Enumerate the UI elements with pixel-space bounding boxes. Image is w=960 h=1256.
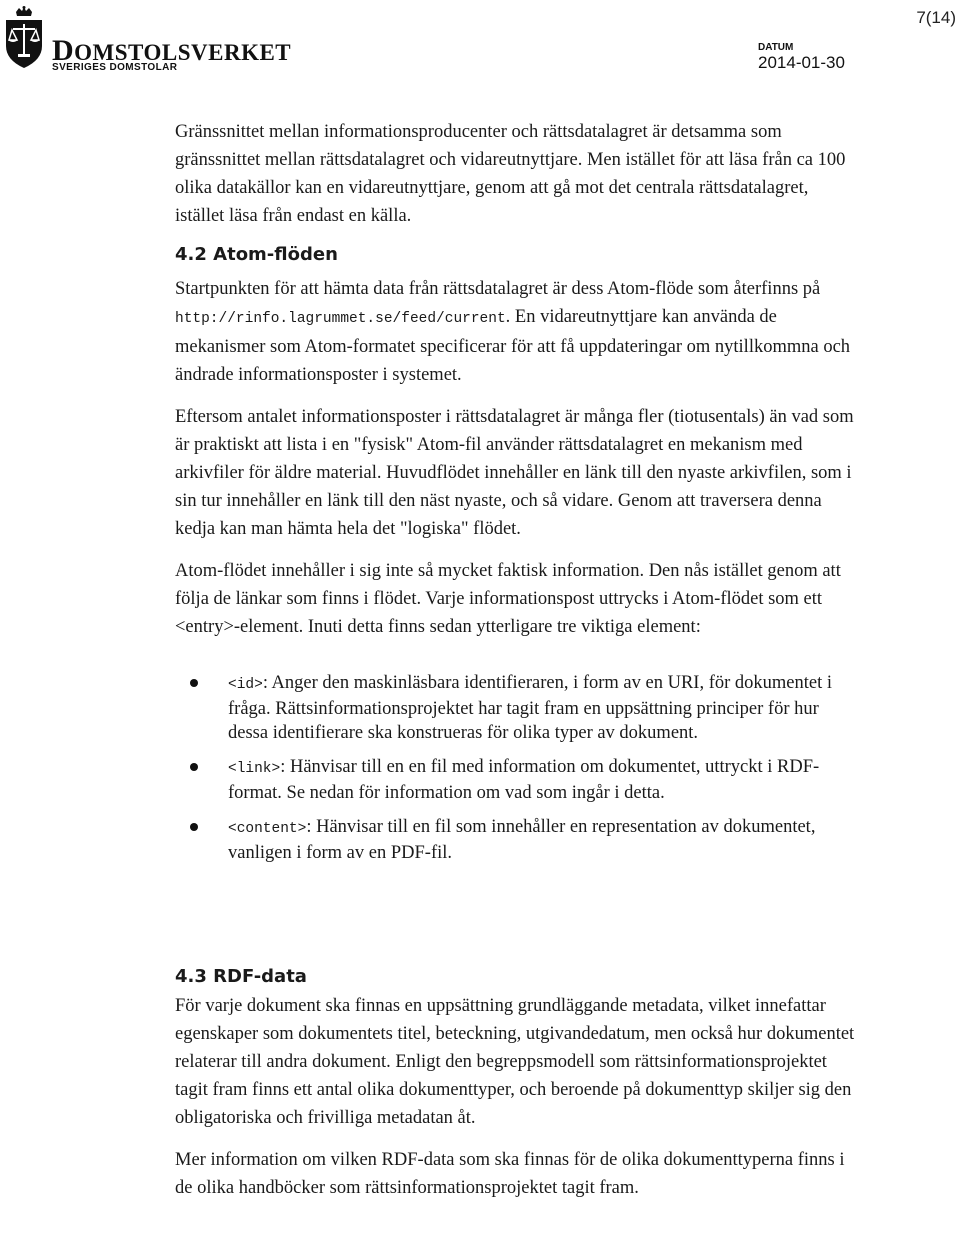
atom-paragraph-2: Eftersom antalet informationsposter i rättsdatalagret är många fler (tiotusentals) än vad som är praktiskt att lista i en "fysisk" Atom-fil använder rättsdatalagret en mekanism med arkivfiler för äldre material. Huvudflödet innehåller en länk till den nyaste arkivfilen, som i sin tur innehåller en länk till den näst nyaste, och så vidare. Genom att traversera denna kedja kan man hämta hela det "logiska" flödet. xyxy=(175,407,854,539)
rdf-paragraph-2: Mer information om vilken RDF-data som ska finnas för de olika dokumenttyperna finns i de olika handböcker som rättsinformationsprojektet tagit fram. xyxy=(175,1150,845,1198)
section-heading-4-3: 4.3 RDF-data xyxy=(175,966,307,987)
date-label: DATUM xyxy=(758,42,794,53)
crown-scales-emblem-icon xyxy=(4,6,44,70)
bullet-icon xyxy=(190,679,198,687)
domstolsverket-logo xyxy=(4,6,292,73)
document-body xyxy=(175,118,855,875)
document-body-rdf xyxy=(175,992,855,1216)
list-item: <content>: Hänvisar till en fil som innehåller en representation av dokumentet, vanligen i form av en PDF-fil. xyxy=(228,815,855,865)
date-value: 2014-01-30 xyxy=(758,53,845,72)
atom-paragraph-3: Atom-flödet innehåller i sig inte så mycket faktisk information. Den nås istället genom att följa de länkar som finns i flödet. Varje informationspost uttrycks i Atom-flödet som ett <entry>-element. Inuti detta finns sedan ytterligare tre viktiga element: xyxy=(175,561,841,637)
page-number: 7(14) xyxy=(916,8,956,27)
rdf-paragraph-1: För varje dokument ska finnas en uppsättning grundläggande metadata, vilket innefattar egenskaper som dokumentets titel, beteckning, utgivandedatum, men också hur dokumentet relaterar till andra dokument. Enligt den begreppsmodell som rättsinformationsprojektet tagit fram finns ett antal olika dokumenttyper, och beroende på dokumenttyp skiljer sig den obligatoriska och frivilliga metadatan åt. xyxy=(175,996,855,1128)
bullet-icon xyxy=(190,823,198,831)
element-list xyxy=(175,671,855,865)
list-item: <id>: Anger den maskinläsbara identifieraren, i form av en URI, för dokumentet i fråga. Rättsinformationsprojektet har tagit fram en uppsättning principer för hur dessa identifierare ska konstrueras för olika typer av dokument. xyxy=(228,671,855,745)
feed-url-link[interactable]: http://rinfo.lagrummet.se/feed/current xyxy=(175,311,506,327)
section-heading-4-2: 4.2 Atom-flöden xyxy=(175,244,338,265)
bullet-icon xyxy=(190,763,198,771)
list-item: <link>: Hänvisar till en en fil med information om dokumentet, uttryckt i RDF-format. Se nedan för information om vad som ingår i detta. xyxy=(228,755,855,805)
logo-wordmark: DOMSTOLSVERKET xyxy=(52,34,292,67)
date-block xyxy=(758,42,845,73)
intro-paragraph: Gränssnittet mellan informationsproducenter och rättsdatalagret är detsamma som gränssnittet mellan rättsdatalagret och vidareutnyttjare. Men istället för att läsa från ca 100 olika datakällor kan en vidareutnyttjare, genom att gå mot det centrala rättsdatalagret, istället läsa från endast en källa. xyxy=(175,122,846,226)
atom-paragraph-1: Startpunkten för att hämta data från rättsdatalagret är dess Atom-flöde som återfinns på http://rinfo.lagrummet.se/feed/current. En vidareutnyttjare kan använda de mekanismer som Atom-formatet specificerar för att få uppdateringar om nytillkommna och ändrade informationsposter i systemet. xyxy=(175,279,851,385)
logo-subtitle: SVERIGES DOMSTOLAR xyxy=(52,62,178,73)
